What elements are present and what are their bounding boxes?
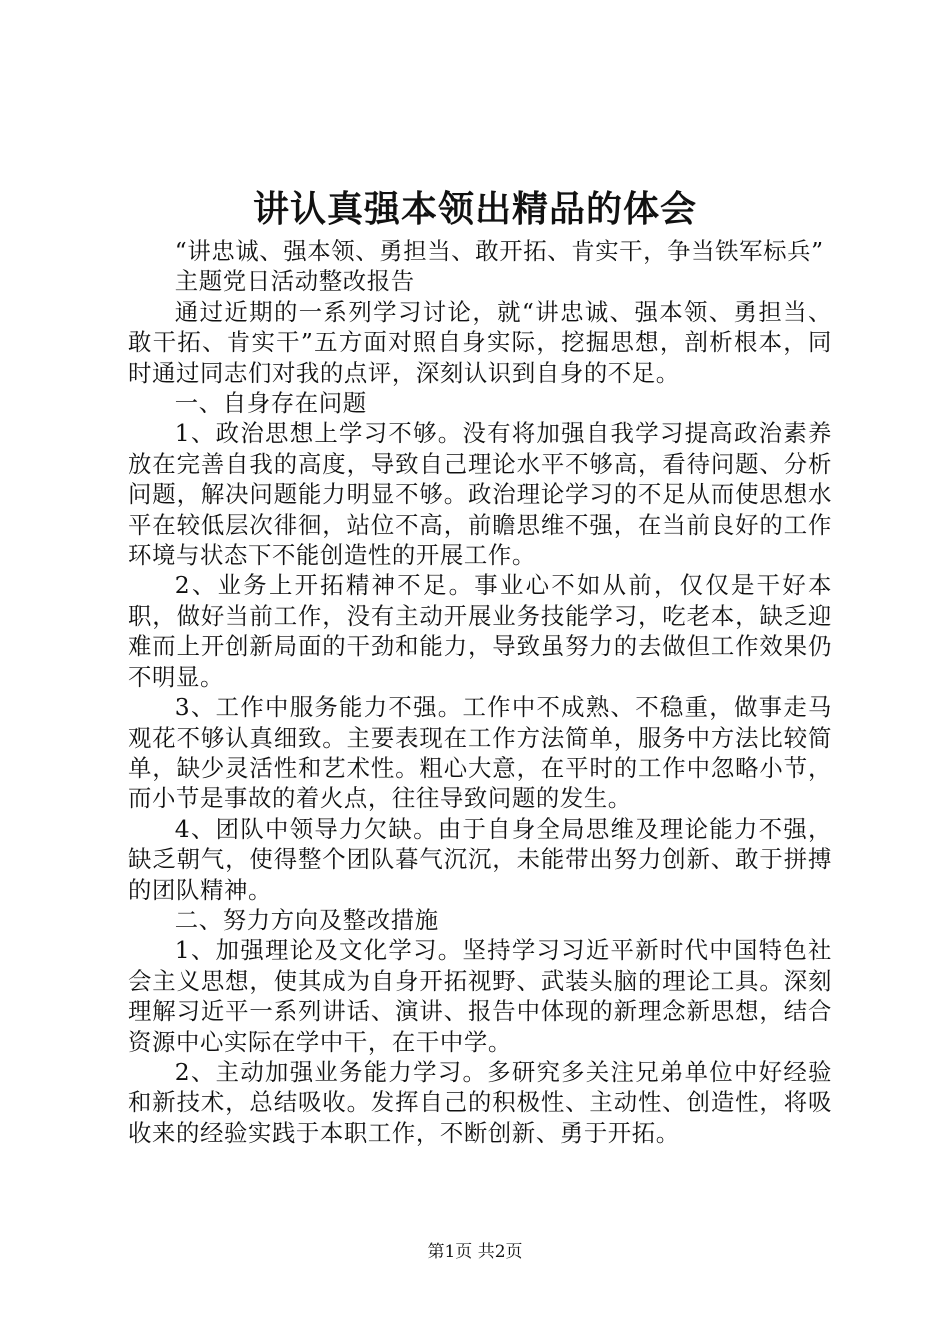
paragraph-problem-3: 3、工作中服务能力不强。工作中不成熟、不稳重，做事走马观花不够认真细致。主要表现在工作方法简单，服务中方法比较简单，缺少灵活性和艺术性。粗心大意，在平时的工作中忽略小节，而小节是事故的着火点，往往导致问题的发生。 [128,693,832,813]
paragraph-problem-2: 2、业务上开拓精神不足。事业心不如从前，仅仅是干好本职，做好当前工作，没有主动开展业务技能学习，吃老本，缺乏迎难而上开创新局面的干劲和能力，导致虽努力的去做但工作效果仍不明显。 [128,571,832,691]
paragraph-slogan: “讲忠诚、强本领、勇担当、敢开拓、肯实干，争当铁军标兵” [174,237,824,265]
paragraph-problem-1: 1、政治思想上学习不够。没有将加强自我学习提高政治素养放在完善自我的高度，导致自己理论水平不够高，看待问题、分析问题，解决问题能力明显不够。政治理论学习的不足从而使思想水平在较低层次徘徊，站位不高，前瞻思维不强，在当前良好的工作环境与状态下不能创造性的开展工作。 [128,419,832,570]
paragraph-intro: 通过近期的一系列学习讨论，就“讲忠诚、强本领、勇担当、敢干拓、肯实干”五方面对照自身实际，挖掘思想，剖析根本，同时通过同志们对我的点评，深刻认识到自身的不足。 [128,297,832,387]
paragraph-measure-2: 2、主动加强业务能力学习。多研究多关注兄弟单位中好经验和新技术，总结吸收。发挥自己的积极性、主动性、创造性，将吸收来的经验实践于本职工作，不断创新、勇于开拓。 [128,1057,832,1147]
document-title: 讲认真强本领出精品的体会 [252,188,697,230]
paragraph-measure-1: 1、加强理论及文化学习。坚持学习习近平新时代中国特色社会主义思想，使其成为自身开拓视野、武装头脑的理论工具。深刻理解习近平一系列讲话、演讲、报告中体现的新理念新思想，结合资源中心实际在学中干，在干中学。 [128,936,832,1056]
paragraph-problem-4: 4、团队中领导力欠缺。由于自身全局思维及理论能力不强，缺乏朝气，使得整个团队暮气沉沉，未能带出努力创新、敢于拼搏的团队精神。 [128,814,832,904]
document-body [128,236,832,1148]
page-footer: 第1页 共2页 [427,1242,523,1262]
section-heading-measures: 二、努力方向及整改措施 [174,905,439,934]
section-heading-problems: 一、自身存在问题 [174,389,367,418]
paragraph-subtitle: 主题党日活动整改报告 [174,267,415,296]
